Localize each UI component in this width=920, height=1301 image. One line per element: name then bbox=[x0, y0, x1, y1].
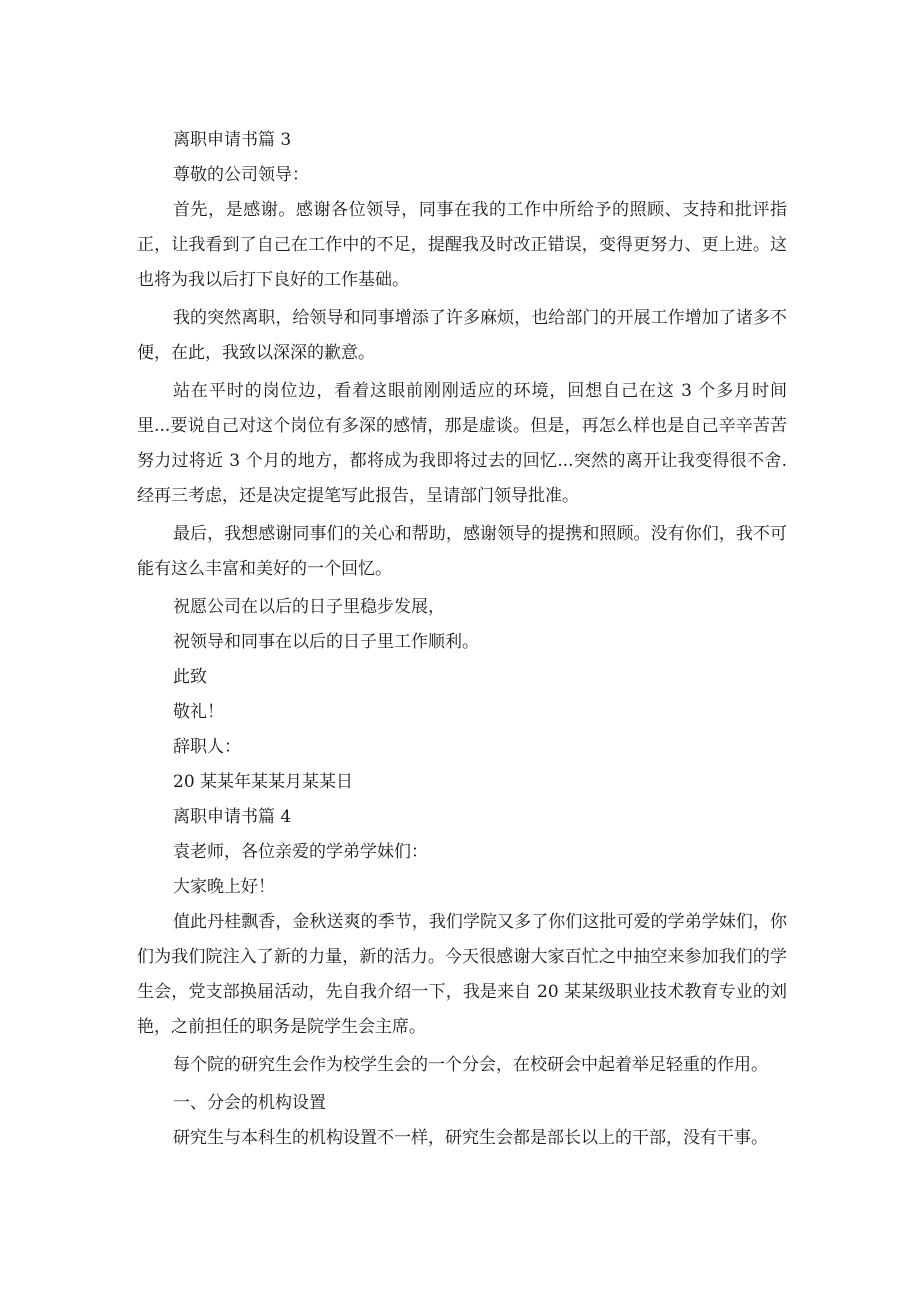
subheading: 一、分会的机构设置 bbox=[173, 1093, 326, 1113]
paragraph: 最后，我想感谢同事们的关心和帮助，感谢领导的提携和照顾。没有你们，我不可能有这么丰富和美好的一个回忆。 bbox=[137, 524, 787, 579]
section-heading: 离职申请书篇 3 bbox=[173, 130, 292, 150]
signature-label: 辞职人： bbox=[173, 737, 241, 757]
closing-line: 敬礼！ bbox=[173, 702, 224, 722]
paragraph: 首先，是感谢。感谢各位领导，同事在我的工作中所给予的照顾、支持和批评指正，让我看到了自己在工作中的不足，提醒我及时改正错误，变得更努力、更上进。这也将为我以后打下良好的工作基础。 bbox=[137, 200, 787, 290]
paragraph: 每个院的研究生会作为校学生会的一个分会，在校研会中起着举足轻重的作用。 bbox=[173, 1055, 768, 1075]
closing-line: 此致 bbox=[173, 667, 207, 687]
greeting: 大家晚上好！ bbox=[173, 877, 275, 897]
paragraph: 值此丹桂飘香，金秋送爽的季节，我们学院又多了你们这批可爱的学弟学妹们，你们为我们院注入了新的力量，新的活力。今天很感谢大家百忙之中抽空来参加我们的学生会，党支部换届活动，先自我介绍一下，我是来自 20 某某级职业技术教育专业的刘艳，之前担任的职务是院学生会主席。 bbox=[137, 912, 787, 1037]
salutation: 尊敬的公司领导： bbox=[173, 165, 309, 185]
paragraph: 站在平时的岗位边，看着这眼前刚刚适应的环境，回想自己在这 3 个多月时间里...要说自己对这个岗位有多深的感情，那是虚谈。但是，再怎么样也是自己辛辛苦苦努力过将近 3 个月的地方，都将成为我即将过去的回忆...突然的离开让我变得很不舍.经再三考虑，还是决定提笔写此报告，呈请部门领导批准。 bbox=[137, 381, 787, 506]
paragraph: 研究生与本科生的机构设置不一样，研究生会都是部长以上的干部，没有干事。 bbox=[173, 1128, 768, 1148]
document-body bbox=[137, 123, 787, 1156]
paragraph: 我的突然离职，给领导和同事增添了许多麻烦，也给部门的开展工作增加了诸多不便，在此，我致以深深的歉意。 bbox=[137, 308, 787, 363]
closing-line: 祝领导和同事在以后的日子里工作顺利。 bbox=[173, 632, 479, 652]
closing-line: 祝愿公司在以后的日子里稳步发展， bbox=[173, 597, 445, 617]
date-line: 20 某某年某某月某某日 bbox=[173, 772, 354, 792]
section-heading: 离职申请书篇 4 bbox=[173, 807, 292, 827]
salutation: 袁老师，各位亲爱的学弟学妹们： bbox=[173, 842, 428, 862]
